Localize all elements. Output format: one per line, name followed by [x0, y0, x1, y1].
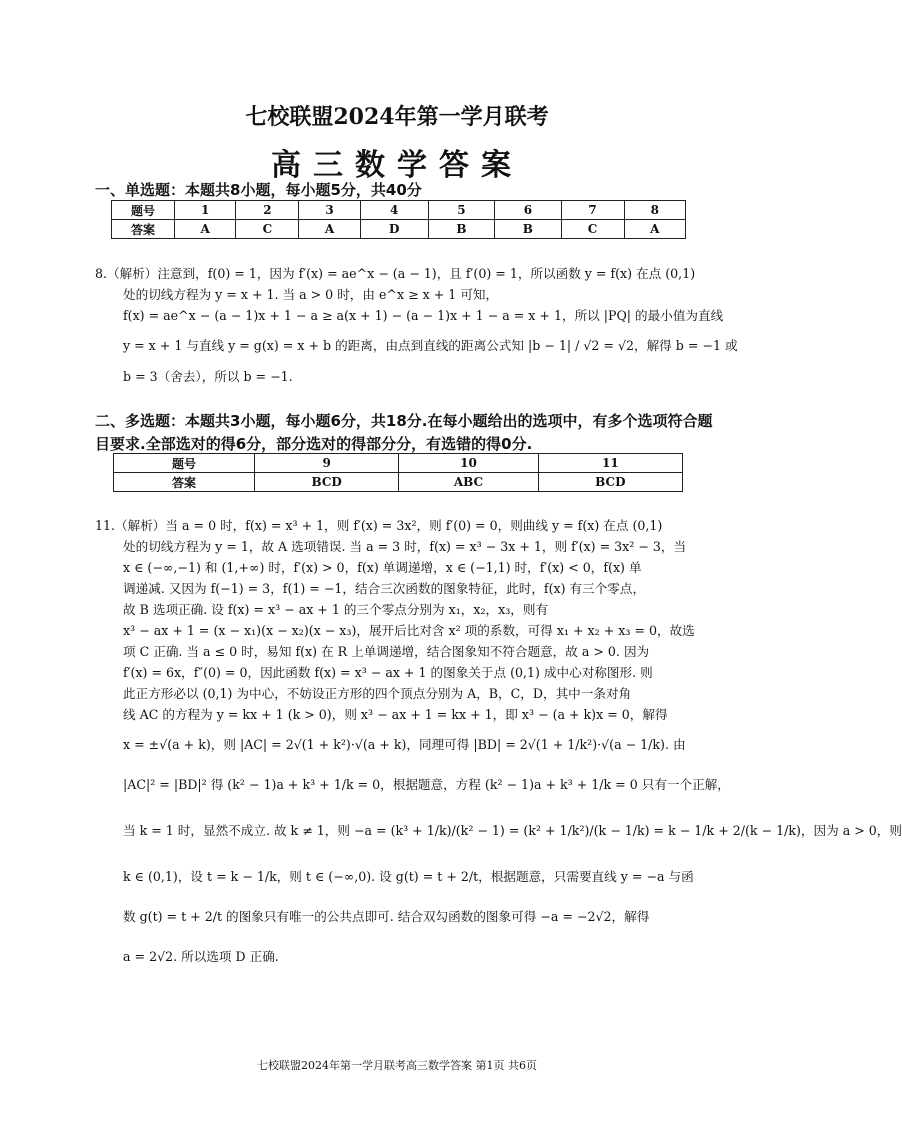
table-cell: C — [236, 220, 299, 239]
table-cell: 8 — [624, 201, 686, 220]
solution-line: f′(x) = 6x，f″(0) = 0，因此函数 f(x) = x³ − ax + 1 的图象关于点 (0,1) 成中心对称图形. 则 — [123, 665, 653, 680]
solution-line: 调递减. 又因为 f(−1) = 3，f(1) = −1，结合三次函数的图象特征，此时，f(x) 有三个零点， — [123, 581, 646, 596]
solution-line: 处的切线方程为 y = 1，故 A 选项错误. 当 a = 3 时，f(x) = x³ − 3x + 1，则 f′(x) = 3x² − 3，当 — [123, 539, 687, 554]
solution-line: 项 C 正确. 当 a ≤ 0 时，易知 f(x) 在 R 上单调递增，结合图象知不符合题意，故 a > 0. 因为 — [123, 644, 650, 659]
solution-8 — [95, 263, 738, 387]
solution-line: x ∈ (−∞,−1) 和 (1,+∞) 时，f′(x) > 0，f(x) 单调递增，x ∈ (−1,1) 时，f′(x) < 0，f(x) 单 — [123, 560, 642, 575]
solution-line: |AC|² = |BD|² 得 (k² − 1)a + k³ + 1/k = 0，根据题意，方程 (k² − 1)a + k³ + 1/k = 0 只有一个正解， — [123, 777, 730, 792]
page-title: 高三数学答案 — [271, 148, 523, 183]
table-cell: B — [495, 220, 561, 239]
table-cell: 6 — [495, 201, 561, 220]
table-cell: A — [175, 220, 236, 239]
solution-line: 此正方形必以 (0,1) 为中心，不妨设正方形的四个顶点分别为 A，B，C，D，其中一条对角 — [123, 686, 632, 701]
table-cell: BCD — [538, 473, 682, 492]
row-label: 答案 — [114, 473, 255, 492]
solution-line: x = ±√(a + k)，则 |AC| = 2√(1 + k²)·√(a + k)，同理可得 |BD| = 2√(1 + 1/k²)·√(a − 1/k). 由 — [123, 737, 686, 752]
solution-line: 线 AC 的方程为 y = kx + 1 (k > 0)，则 x³ − ax + 1 = kx + 1，即 x³ − (a + k)x = 0，解得 — [123, 707, 668, 722]
table-cell: 5 — [428, 201, 494, 220]
solution-line: 数 g(t) = t + 2/t 的图象只有唯一的公共点即可. 结合双勾函数的图象可得 −a = −2√2，解得 — [123, 909, 650, 924]
table-row — [114, 473, 683, 492]
multi-choice-answer-table — [113, 453, 683, 492]
solution-line: b = 3（舍去），所以 b = −1. — [123, 369, 293, 384]
table-cell: B — [428, 220, 494, 239]
table-cell: 7 — [561, 201, 624, 220]
table-cell: 4 — [360, 201, 428, 220]
table-cell: 9 — [255, 454, 399, 473]
table-cell: 2 — [236, 201, 299, 220]
single-choice-answer-table — [111, 200, 686, 239]
table-cell: A — [624, 220, 686, 239]
table-cell: 1 — [175, 201, 236, 220]
table-cell: 11 — [538, 454, 682, 473]
table-cell: C — [561, 220, 624, 239]
solution-line: 处的切线方程为 y = x + 1. 当 a > 0 时，由 e^x ≥ x + 1 可知， — [123, 287, 499, 302]
table-row — [114, 454, 683, 473]
table-cell: ABC — [399, 473, 538, 492]
exam-title: 七校联盟2024年第一学月联考 — [245, 104, 549, 130]
row-label: 题号 — [112, 201, 175, 220]
row-label: 答案 — [112, 220, 175, 239]
solution-line: k ∈ (0,1)，设 t = k − 1/k，则 t ∈ (−∞,0). 设 g(t) = t + 2/t，根据题意，只需要直线 y = −a 与函 — [123, 869, 694, 884]
table-row — [112, 220, 686, 239]
solution-line: f(x) = ae^x − (a − 1)x + 1 − a ≥ a(x + 1) − (a − 1)x + 1 − a = x + 1，所以 |PQ| 的最小值为直线 — [123, 308, 724, 323]
solution-line: a = 2√2. 所以选项 D 正确. — [123, 949, 279, 964]
table-cell: 10 — [399, 454, 538, 473]
table-row — [112, 201, 686, 220]
section1-heading: 一、单选题：本题共8小题，每小题5分，共40分 — [95, 181, 422, 199]
table-cell: A — [299, 220, 360, 239]
solution-11 — [95, 515, 902, 977]
table-cell: D — [360, 220, 428, 239]
solution-line: 11.（解析）当 a = 0 时，f(x) = x³ + 1，则 f′(x) = 3x²，则 f′(0) = 0，则曲线 y = f(x) 在点 (0,1) — [95, 518, 663, 533]
solution-line: y = x + 1 与直线 y = g(x) = x + b 的距离，由点到直线的距离公式知 |b − 1| / √2 = √2，解得 b = −1 或 — [123, 338, 738, 353]
table-cell: BCD — [255, 473, 399, 492]
page-footer: 七校联盟2024年第一学月联考高三数学答案 第1页 共6页 — [257, 1059, 537, 1072]
solution-line: 当 k = 1 时，显然不成立. 故 k ≠ 1，则 −a = (k³ + 1/k)/(k² − 1) = (k² + 1/k²)/(k − 1/k) = k − 1/k + 2/(k − 1/k)，因为 a > 0，则 — [123, 823, 902, 838]
section2-heading: 二、多选题：本题共3小题，每小题6分，共18分.在每小题给出的选项中，有多个选项符合题目要求.全部选对的得6分，部分选对的得部分分，有选错的得0分. — [95, 412, 713, 453]
solution-line: 故 B 选项正确. 设 f(x) = x³ − ax + 1 的三个零点分别为 x₁，x₂，x₃，则有 — [123, 602, 549, 617]
solution-line: 8.（解析）注意到，f(0) = 1，因为 f′(x) = ae^x − (a − 1)，且 f′(0) = 1，所以函数 y = f(x) 在点 (0,1) — [95, 266, 696, 281]
row-label: 题号 — [114, 454, 255, 473]
table-cell: 3 — [299, 201, 360, 220]
solution-line: x³ − ax + 1 = (x − x₁)(x − x₂)(x − x₃)，展开后比对含 x² 项的系数，可得 x₁ + x₂ + x₃ = 0，故选 — [123, 623, 695, 638]
